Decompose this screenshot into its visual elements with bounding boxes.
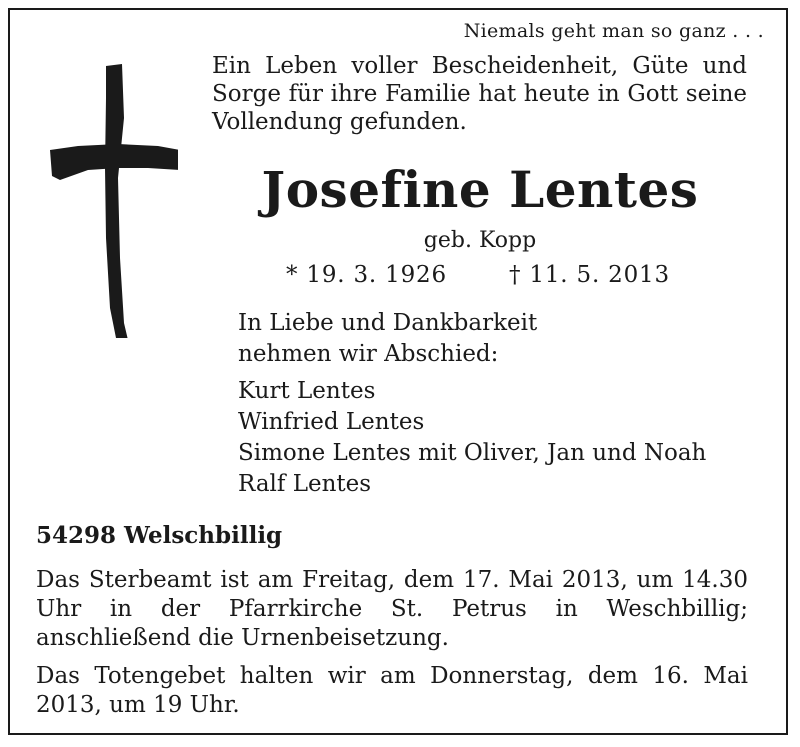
- mourners-list: [238, 376, 706, 500]
- service-paragraph: Das Sterbeamt ist am Freitag, dem 17. Mai 2013, um 14.30 Uhr in der Pfarrkirche St. Petrus in Weschbillig; anschließend die Urnenbeisetzung.: [36, 567, 748, 651]
- place: 54298 Welschbillig: [36, 522, 283, 549]
- intro-text: Ein Leben voller Bescheidenheit, Güte und Sorge für ihre Familie hat heute in Gott seine Vollendung gefunden.: [212, 53, 747, 135]
- farewell-text: [238, 308, 537, 370]
- mourner-name: Ralf Lentes: [238, 471, 372, 497]
- farewell-line: nehmen wir Abschied:: [238, 341, 499, 367]
- life-dates: [286, 262, 670, 288]
- prayer-paragraph: Das Totengebet halten wir am Donnerstag, dem 16. Mai 2013, um 19 Uhr.: [36, 663, 748, 718]
- birth-date: * 19. 3. 1926: [286, 262, 447, 288]
- mourner-name: Simone Lentes mit Oliver, Jan und Noah: [238, 440, 707, 466]
- cross-icon: [48, 58, 178, 338]
- deceased-name: Josefine Lentes: [261, 160, 699, 219]
- maiden-name: geb. Kopp: [423, 228, 537, 253]
- farewell-line: In Liebe und Dankbarkeit: [238, 310, 538, 336]
- death-date: † 11. 5. 2013: [509, 262, 670, 288]
- mourner-name: Kurt Lentes: [238, 378, 376, 404]
- motto: Niemals geht man so ganz . . .: [463, 20, 764, 42]
- mourner-name: Winfried Lentes: [238, 409, 425, 435]
